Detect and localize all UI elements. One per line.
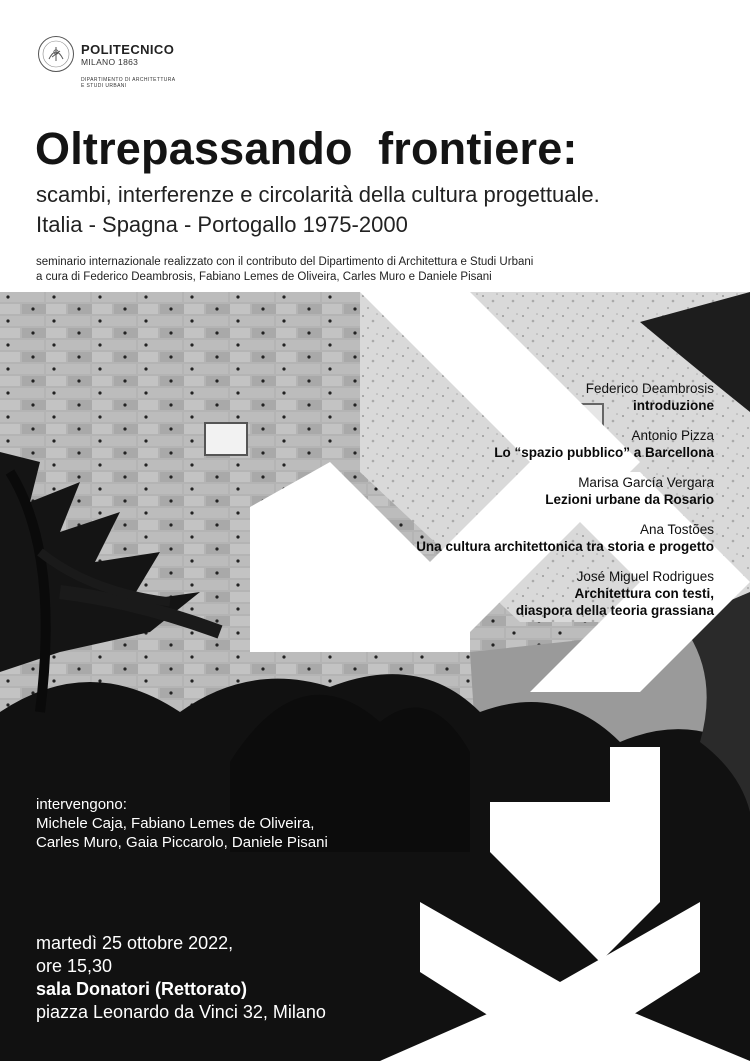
- speaker-name: José Miguel Rodrigues: [576, 569, 714, 584]
- event-time: ore 15,30: [36, 956, 113, 976]
- institution-name: POLITECNICO: [81, 42, 175, 57]
- talk-item: [294, 380, 714, 414]
- speaker-name: Antonio Pizza: [631, 428, 714, 443]
- talk-item: [294, 521, 714, 555]
- institution-logo: [37, 35, 187, 95]
- talk-title: Una cultura architettonica tra storia e progetto: [416, 539, 714, 554]
- poster-header: [0, 0, 750, 292]
- speaker-name: Marisa García Vergara: [578, 475, 714, 490]
- participants-block: [36, 795, 328, 852]
- talk-title: Lezioni urbane da Rosario: [545, 492, 714, 507]
- talk-item: [294, 568, 714, 619]
- department-name: [81, 77, 191, 89]
- speaker-programme: [294, 380, 714, 632]
- talk-item: [294, 427, 714, 461]
- speaker-name: Ana Tostões: [639, 522, 714, 537]
- event-address: piazza Leonardo da Vinci 32, Milano: [36, 1002, 326, 1022]
- talk-item: [294, 474, 714, 508]
- poster-subtitle: [36, 180, 600, 240]
- department-line: E STUDI URBANI: [81, 83, 127, 89]
- seminar-credits: [36, 255, 533, 285]
- subtitle-line: Italia - Spagna - Portogallo 1975-2000: [36, 212, 408, 237]
- credits-line: a cura di Federico Deambrosis, Fabiano Lemes de Oliveira, Carles Muro e Daniele Pisani: [36, 271, 492, 283]
- participants-line: Michele Caja, Fabiano Lemes de Oliveira,: [36, 815, 315, 832]
- talk-title: Architettura con testi,: [574, 586, 714, 601]
- event-date: martedì 25 ottobre 2022,: [36, 933, 234, 953]
- event-venue: sala Donatori (Rettorato): [36, 979, 248, 999]
- poster-photo: [0, 292, 750, 1061]
- speaker-name: Federico Deambrosis: [585, 381, 714, 396]
- institution-subline: MILANO 1863: [81, 57, 139, 67]
- event-details: [36, 932, 326, 1024]
- participants-label: intervengono:: [36, 796, 127, 813]
- subtitle-line: scambi, interferenze e circolarità della cultura progettuale.: [36, 182, 600, 207]
- participants-line: Carles Muro, Gaia Piccarolo, Daniele Pisani: [36, 834, 328, 851]
- poster-title: Oltrepassando frontiere:: [35, 123, 578, 174]
- credits-line: seminario internazionale realizzato con il contributo del Dipartimento di Architettura e Studi Urbani: [36, 256, 534, 268]
- talk-title: Lo “spazio pubblico” a Barcellona: [494, 445, 714, 460]
- seal-icon: [37, 35, 75, 73]
- talk-title: introduzione: [633, 398, 714, 413]
- department-line: DIPARTIMENTO DI ARCHITETTURA: [81, 77, 176, 83]
- talk-title: diaspora della teoria grassiana: [515, 603, 714, 618]
